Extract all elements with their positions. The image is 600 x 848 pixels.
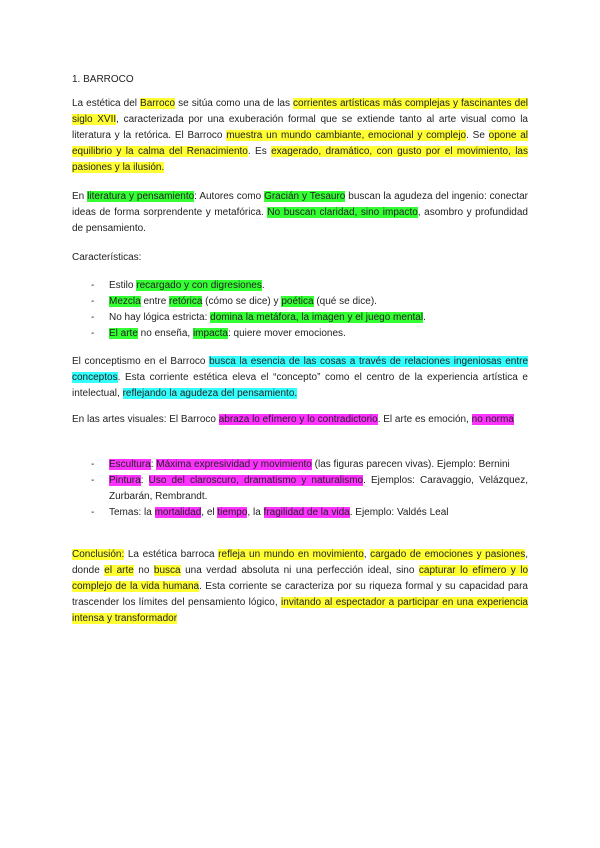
bullet-dash: - — [91, 280, 95, 291]
text-run: . — [423, 312, 426, 323]
bullet-dash: - — [91, 296, 95, 307]
text-run: , caracterizada por una exuberación formal que se extiende tanto al arte visual como la literatura y la retórica. El Barroco — [72, 114, 528, 141]
conclusion-paragraph — [72, 547, 528, 627]
highlighted-text: invitando al espectador a participar en una experiencia intensa y transformador — [72, 597, 528, 624]
text-run: En — [72, 191, 88, 202]
text-run: En las artes visuales: El Barroco — [72, 414, 219, 425]
text-run: no — [133, 565, 154, 576]
highlighted-text: Barroco — [140, 98, 176, 109]
highlighted-text: busca — [153, 565, 181, 576]
highlighted-text: cargado de emociones y pasiones — [370, 549, 526, 560]
bullet-dash: - — [91, 312, 95, 323]
highlighted-text: exagerado, dramático, con gusto por el movimiento, las pasiones y la ilusión. — [72, 146, 528, 173]
highlighted-text: impacta — [192, 328, 228, 339]
highlighted-text: domina la metáfora, la imagen y el juego mental — [210, 312, 424, 323]
text-run: Temas: la — [109, 507, 155, 518]
text-run: , asombro y profundidad de pensamiento. — [72, 207, 528, 234]
text-run: : Autores como — [194, 191, 265, 202]
artes-visuales-paragraph — [72, 412, 528, 428]
text-run: El conceptismo en el Barroco — [72, 356, 210, 367]
text-run: no enseña, — [137, 328, 193, 339]
caracteristicas-title — [72, 250, 528, 266]
highlighted-text: Uso del claroscuro, dramatismo y naturalismo — [148, 475, 364, 486]
literature-paragraph — [72, 189, 528, 237]
highlighted-text: fragilidad de la vida — [263, 507, 350, 518]
bullet-dash: - — [91, 459, 95, 470]
bullet-dash: - — [91, 507, 95, 518]
list-item — [72, 473, 528, 505]
text-run: (qué se dice). — [313, 296, 377, 307]
list-item — [72, 278, 528, 294]
highlighted-text: no norma — [471, 414, 514, 425]
text-run: : quiere mover emociones. — [227, 328, 346, 339]
highlighted-text: corrientes artísticas más complejas y fascinantes del siglo XVII — [72, 98, 528, 125]
list-item — [72, 294, 528, 310]
text-run: , — [363, 549, 371, 560]
highlighted-text: capturar lo efímero y lo complejo de la vida humana — [72, 565, 529, 592]
highlighted-text: recargado y con digresiones — [136, 280, 262, 291]
text-run: (las figuras parecen vivas). Ejemplo: Bernini — [311, 459, 510, 470]
text-run: Estilo — [109, 280, 137, 291]
highlighted-text: reflejando la agudeza del pensamiento. — [122, 388, 298, 399]
text-run: . Esta corriente se caracteriza por su riqueza formal y su capacidad para trascender los límites del pensamiento lógico, — [72, 581, 528, 608]
highlighted-text: refleja un mundo en movimiento — [218, 549, 364, 560]
highlighted-text: El arte — [109, 328, 138, 339]
text-run: . Esta corriente estética eleva el “concepto” como el centro de la experiencia artística e intelectual, — [72, 372, 528, 399]
text-run: buscan la agudeza del ingenio: conectar ideas de forma sorprendente y metafórica. — [72, 191, 528, 218]
section-heading: 1. BARROCO — [72, 74, 134, 85]
highlighted-text: el arte — [104, 565, 134, 576]
text-run: : — [140, 475, 149, 486]
text-run: La estética del — [72, 98, 141, 109]
text-run: No hay lógica estricta: — [109, 312, 211, 323]
highlighted-text: literatura y pensamiento — [87, 191, 195, 202]
text-run: : — [150, 459, 157, 470]
highlighted-text: Mezcla — [109, 296, 141, 307]
text-run: (cómo se dice) y — [202, 296, 282, 307]
text-run: . Ejemplo: Valdés Leal — [349, 507, 449, 518]
conceptismo-paragraph — [72, 354, 528, 402]
text-run: . Es — [247, 146, 272, 157]
highlighted-text: Conclusión: — [72, 549, 125, 560]
artes-list — [72, 457, 528, 521]
highlighted-text: poética — [281, 296, 314, 307]
highlighted-text: Pintura — [109, 475, 141, 486]
highlighted-text: tiempo — [217, 507, 248, 518]
highlighted-text: busca la esencia de las cosas a través de relaciones ingeniosas entre conceptos — [72, 356, 528, 383]
highlighted-text: mortalidad — [154, 507, 202, 518]
highlighted-text: No buscan claridad, sino impacto — [267, 207, 418, 218]
text-run: . — [261, 280, 265, 291]
text-run: entre — [140, 296, 170, 307]
highlighted-text: muestra un mundo cambiante, emocional y complejo — [226, 130, 467, 141]
text-run: , donde — [72, 549, 528, 576]
caracteristicas-list — [72, 278, 528, 342]
text-run: La estética barroca — [124, 549, 219, 560]
text-run: . El arte es emoción, — [377, 414, 472, 425]
highlighted-text: Gracián y Tesauro — [264, 191, 346, 202]
intro-paragraph — [72, 96, 528, 176]
list-item — [72, 457, 528, 473]
list-item — [72, 505, 528, 521]
bullet-dash: - — [91, 475, 95, 486]
text-run: . Ejemplos: Caravaggio, Velázquez, Zurbarán, Rembrandt. — [109, 475, 528, 502]
highlighted-text: Escultura — [109, 459, 151, 470]
highlighted-text: retórica — [169, 296, 203, 307]
highlighted-text: opone al equilibrio y la calma del Renacimiento — [72, 130, 529, 157]
text-run: Características: — [72, 252, 142, 263]
highlighted-text: Máxima expresividad y movimiento — [156, 459, 312, 470]
text-run: . Se — [466, 130, 489, 141]
text-run: se sitúa como una de las — [175, 98, 294, 109]
highlighted-text: abraza lo efímero y lo contradictorio — [218, 414, 378, 425]
bullet-dash: - — [91, 328, 95, 339]
text-run: , el — [201, 507, 218, 518]
list-item — [72, 310, 528, 326]
text-run: una verdad absoluta ni una perfección ideal, sino — [180, 565, 419, 576]
list-item — [72, 326, 528, 342]
text-run: , la — [247, 507, 264, 518]
